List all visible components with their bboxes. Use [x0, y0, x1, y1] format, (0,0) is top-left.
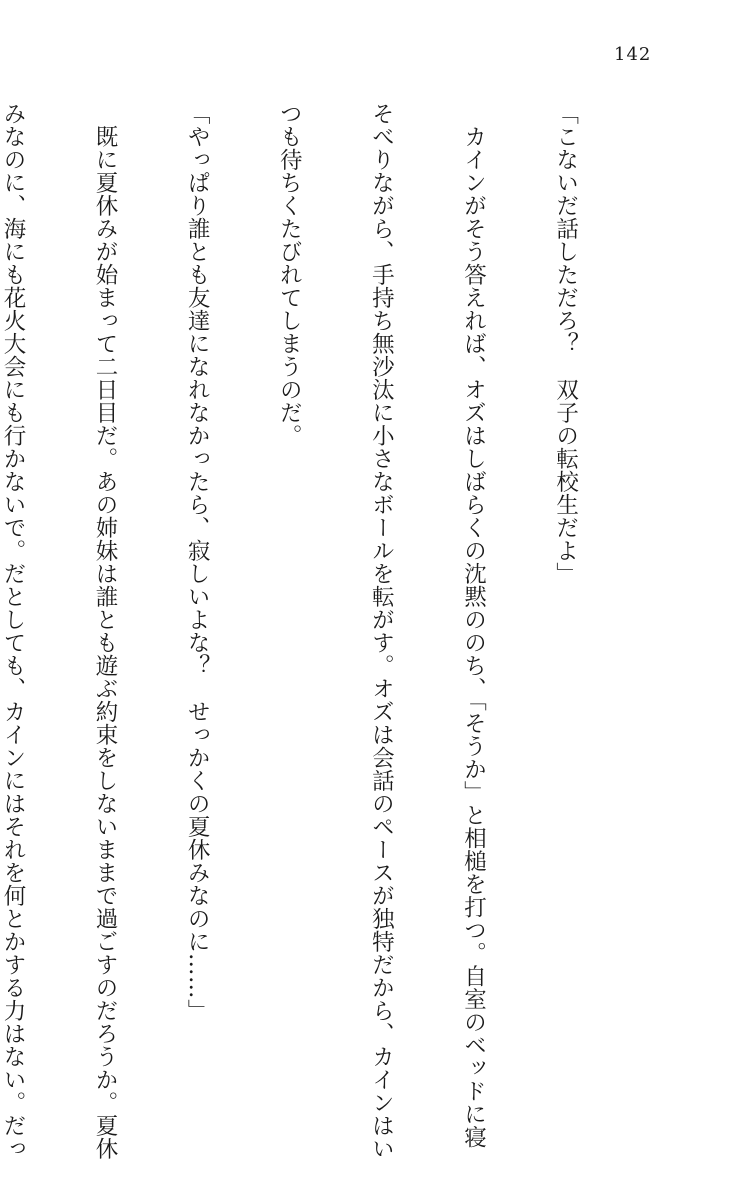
text-line: カインがそう答えれば、オズはしばらくの沈黙ののち、「そうか」と相槌を打つ。自室のベッドに寝 — [460, 102, 487, 1149]
text-line: 「やっぱり誰とも友達になれなかったら、寂しいよな？ せっかくの夏休みなのに……」 — [184, 102, 211, 1022]
text-line: みなのに、海にも花火大会にも行かないで。だとしても、カインにはそれを何とかする力はない。だっ — [0, 102, 26, 1160]
text-line: 既に夏休みが始まって二日目だ。あの姉妹は誰とも遊ぶ約束をしないままで過ごすのだろうか。夏休 — [92, 102, 119, 1160]
text-line: 「こないだ話しただろ？ 双子の転校生だよ」 — [552, 102, 579, 585]
text-line: そべりながら、手持ち無沙汰に小さなボールを転がす。オズは会話のペースが独特だから、カインはい — [368, 102, 395, 1160]
vertical-text-body — [0, 102, 642, 1160]
page-number: 142 — [614, 44, 652, 65]
text-line: つも待ちくたびれてしまうのだ。 — [276, 102, 303, 447]
